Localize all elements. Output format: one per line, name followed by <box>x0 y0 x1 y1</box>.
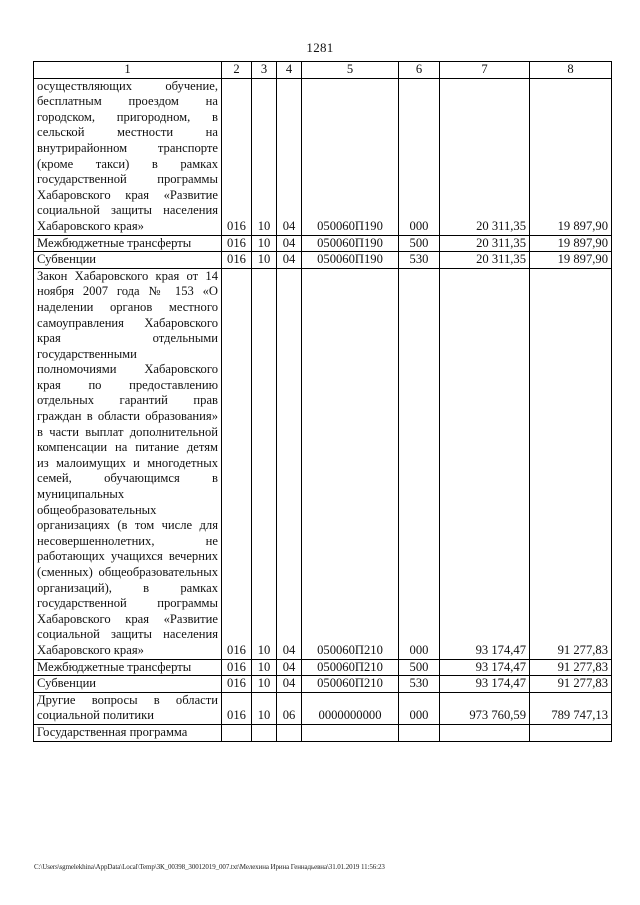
cell-expense-type: 530 <box>399 676 440 693</box>
cell-section: 10 <box>252 692 277 724</box>
cell-ministry: 016 <box>222 659 252 676</box>
cell-amount-1 <box>440 724 530 741</box>
cell-section: 10 <box>252 235 277 252</box>
page-number: 1281 <box>306 40 334 55</box>
cell-ministry: 016 <box>222 692 252 724</box>
col-header: 2 <box>222 62 252 79</box>
cell-section: 10 <box>252 659 277 676</box>
file-path-footer: C:\Users\sgmelekhina\AppData\Local\Temp\ЗК_00398_30012019_007.txt\Мелехина Ирина Геннадьевна\31.01.2019 11:56:23 <box>34 863 385 871</box>
cell-subsection: 04 <box>277 235 302 252</box>
header-row <box>34 62 612 79</box>
cell-section <box>252 724 277 741</box>
cell-expense-type: 000 <box>399 78 440 235</box>
table-row <box>34 724 612 741</box>
col-header: 1 <box>34 62 222 79</box>
cell-section: 10 <box>252 78 277 235</box>
cell-amount-2 <box>530 724 612 741</box>
cell-target-item: 050060П190 <box>302 78 399 235</box>
cell-ministry <box>222 724 252 741</box>
cell-amount-2: 789 747,13 <box>530 692 612 724</box>
cell-section: 10 <box>252 252 277 269</box>
row-description: Другие вопросы в области социальной политики <box>34 692 222 724</box>
cell-section: 10 <box>252 268 277 659</box>
cell-ministry: 016 <box>222 78 252 235</box>
cell-subsection: 04 <box>277 676 302 693</box>
table-row <box>34 268 612 659</box>
cell-amount-2: 19 897,90 <box>530 235 612 252</box>
row-description: Закон Хабаровского края от 14 ноября 2007 года № 153 «О наделении органов местного самоуправления Хабаровского края отдельными государственными полномочиями Хабаровского края по предоставлению отдельных гарантий прав граждан в области образования» в части выплат дополнительной компенсации на питание детям из малоимущих и многодетных семей, обучающимся в муниципальных общеобразовательных организациях (в том числе для несовершеннолетних, не работающих учащихся вечерних (сменных) общеобразовательных организаций), в рамках государственной программы Хабаровского края «Развитие социальной защиты населения Хабаровского края» <box>34 268 222 659</box>
cell-expense-type: 530 <box>399 252 440 269</box>
cell-target-item: 050060П190 <box>302 252 399 269</box>
cell-target-item: 050060П210 <box>302 659 399 676</box>
cell-amount-1: 93 174,47 <box>440 659 530 676</box>
cell-target-item: 0000000000 <box>302 692 399 724</box>
cell-target-item: 050060П210 <box>302 676 399 693</box>
table-row <box>34 235 612 252</box>
cell-amount-1: 93 174,47 <box>440 676 530 693</box>
table-row <box>34 659 612 676</box>
cell-ministry: 016 <box>222 268 252 659</box>
cell-amount-2: 91 277,83 <box>530 659 612 676</box>
cell-subsection: 06 <box>277 692 302 724</box>
col-header: 3 <box>252 62 277 79</box>
cell-subsection <box>277 724 302 741</box>
cell-amount-1: 20 311,35 <box>440 252 530 269</box>
cell-subsection: 04 <box>277 252 302 269</box>
cell-ministry: 016 <box>222 676 252 693</box>
cell-amount-2: 19 897,90 <box>530 78 612 235</box>
budget-table <box>33 61 612 742</box>
cell-amount-2: 91 277,83 <box>530 268 612 659</box>
cell-amount-1: 20 311,35 <box>440 78 530 235</box>
col-header: 6 <box>399 62 440 79</box>
row-description: Субвенции <box>34 252 222 269</box>
cell-subsection: 04 <box>277 78 302 235</box>
row-description: осуществляющих обучение, бесплатным проездом на городском, пригородном, в сельской местности на внутрирайонном транспорте (кроме такси) в рамках государственной программы Хабаровского края «Развитие социальной защиты населения Хабаровского края» <box>34 78 222 235</box>
cell-target-item <box>302 724 399 741</box>
cell-section: 10 <box>252 676 277 693</box>
cell-amount-2: 19 897,90 <box>530 252 612 269</box>
cell-amount-1: 973 760,59 <box>440 692 530 724</box>
cell-expense-type: 000 <box>399 692 440 724</box>
row-description: Государственная программа <box>34 724 222 741</box>
cell-ministry: 016 <box>222 252 252 269</box>
row-description: Субвенции <box>34 676 222 693</box>
table-row <box>34 78 612 235</box>
cell-target-item: 050060П190 <box>302 235 399 252</box>
cell-expense-type <box>399 724 440 741</box>
col-header: 7 <box>440 62 530 79</box>
row-description: Межбюджетные трансферты <box>34 659 222 676</box>
cell-subsection: 04 <box>277 659 302 676</box>
cell-target-item: 050060П210 <box>302 268 399 659</box>
col-header: 8 <box>530 62 612 79</box>
cell-expense-type: 500 <box>399 235 440 252</box>
cell-expense-type: 500 <box>399 659 440 676</box>
col-header: 4 <box>277 62 302 79</box>
cell-subsection: 04 <box>277 268 302 659</box>
table-row <box>34 676 612 693</box>
cell-amount-1: 93 174,47 <box>440 268 530 659</box>
row-description: Межбюджетные трансферты <box>34 235 222 252</box>
cell-amount-1: 20 311,35 <box>440 235 530 252</box>
cell-amount-2: 91 277,83 <box>530 676 612 693</box>
col-header: 5 <box>302 62 399 79</box>
table-row <box>34 252 612 269</box>
cell-ministry: 016 <box>222 235 252 252</box>
cell-expense-type: 000 <box>399 268 440 659</box>
table-row <box>34 692 612 724</box>
